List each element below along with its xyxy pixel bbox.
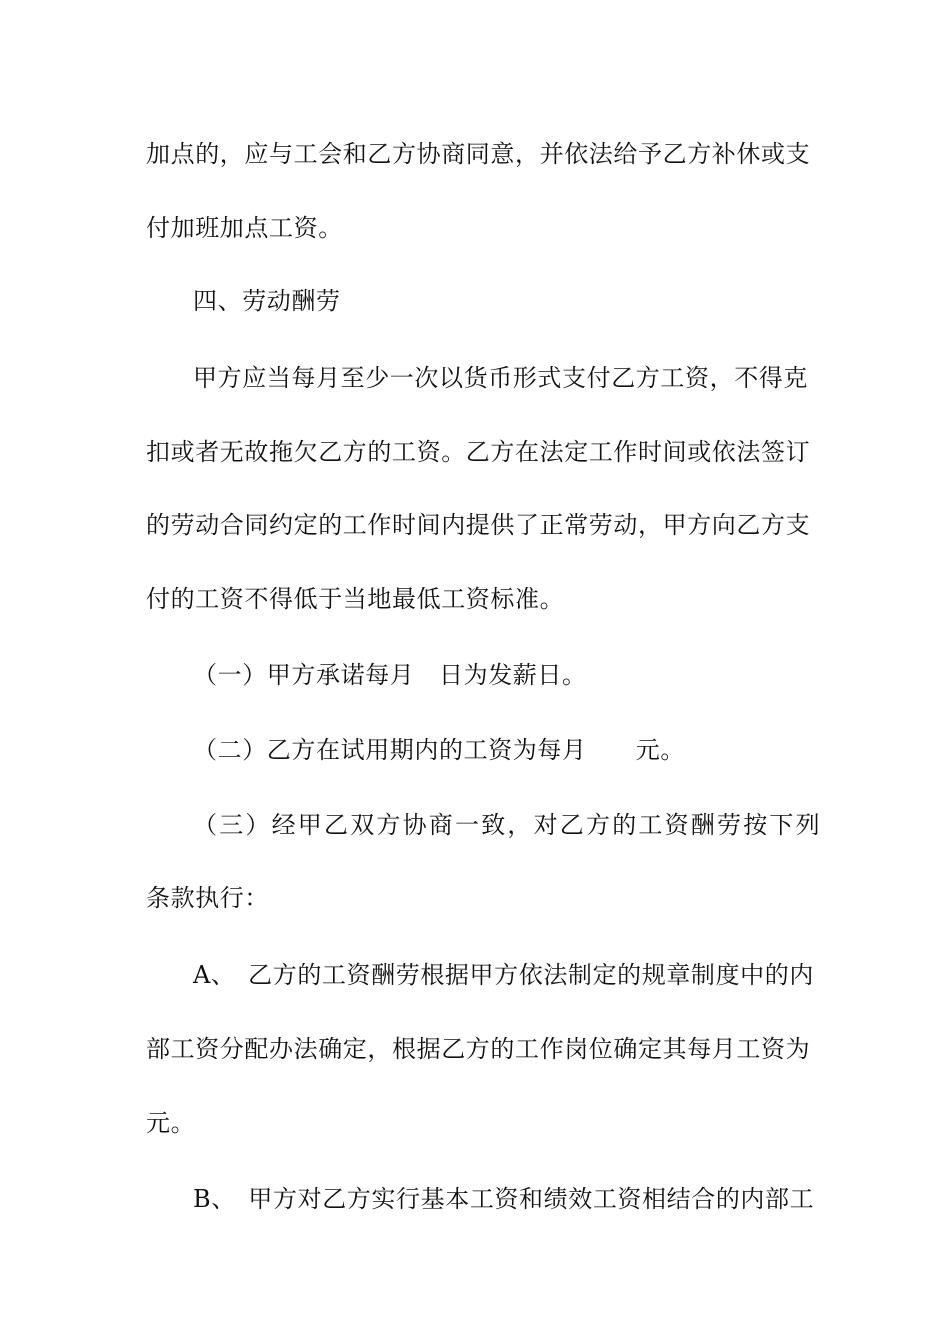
paragraph-line: 元。 [146, 1109, 196, 1137]
paragraph-line: 扣或者无故拖欠乙方的工资。乙方在法定工作时间或依法签订 [146, 438, 811, 466]
section-heading: 四、劳动酬劳 [193, 287, 341, 315]
paragraph-line: 付加班加点工资。 [146, 214, 343, 242]
paragraph-line: 加点的，应与工会和乙方协商同意，并依法给予乙方补休或支 [146, 140, 811, 168]
clause-line: （二）乙方在试用期内的工资为每月 元。 [193, 736, 685, 764]
clause-line: （三）经甲乙双方协商一致，对乙方的工资酬劳按下列 [193, 811, 822, 839]
paragraph-line: 付的工资不得低于当地最低工资标准。 [146, 585, 565, 613]
paragraph-line: 甲方应当每月至少一次以货币形式支付乙方工资，不得克 [193, 364, 808, 392]
clause-line: A、 乙方的工资酬劳根据甲方依法制定的规章制度中的内 [193, 961, 814, 989]
paragraph-line: 条款执行： [146, 884, 269, 912]
clause-line: （一）甲方承诺每月 日为发薪日。 [193, 661, 587, 689]
paragraph-line: 部工资分配办法确定，根据乙方的工作岗位确定其每月工资为 [146, 1035, 811, 1063]
clause-line: B、 甲方对乙方实行基本工资和绩效工资相结合的内部工 [193, 1185, 815, 1213]
paragraph-line: 的劳动合同约定的工作时间内提供了正常劳动，甲方向乙方支 [146, 511, 811, 539]
